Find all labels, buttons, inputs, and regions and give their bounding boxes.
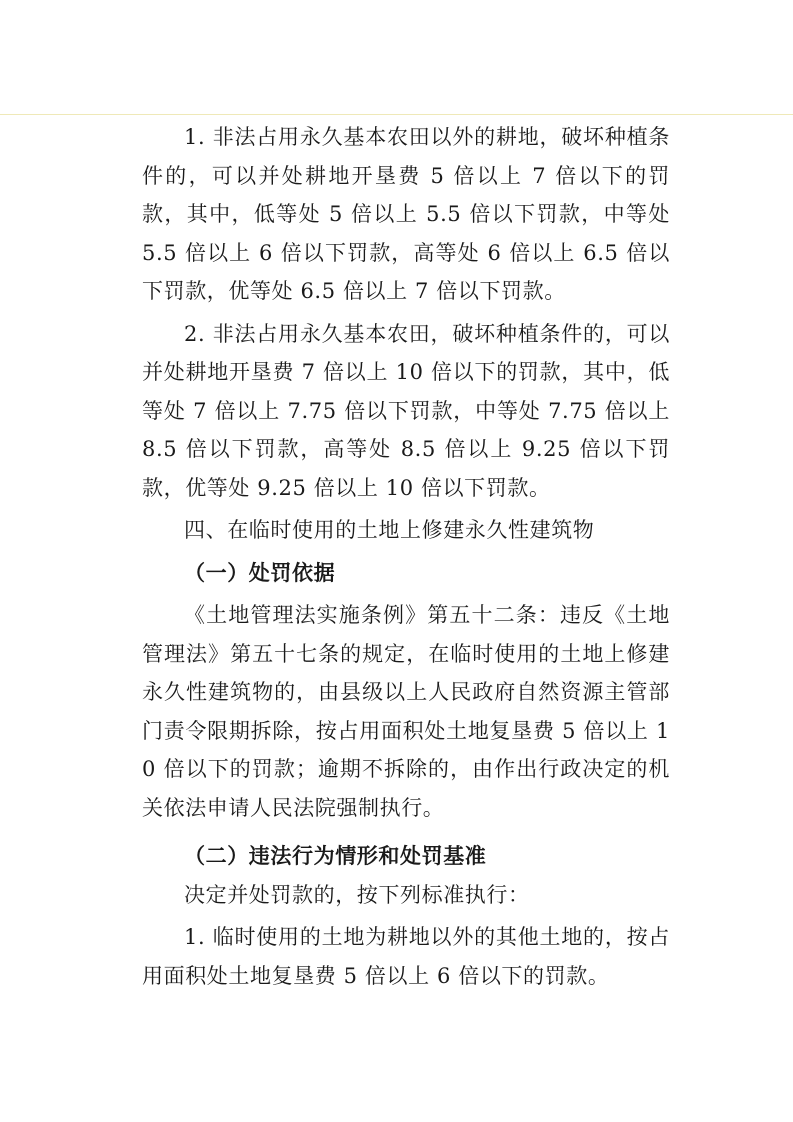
scan-edge-line <box>0 114 793 115</box>
document-page <box>142 118 670 995</box>
paragraph-item-2: 2. 非法占用永久基本农田，破坏种植条件的，可以并处耕地开垦费 7 倍以上 10 倍以下的罚款，其中，低等处 7 倍以上 7.75 倍以下罚款，中等处 7.75 倍以上 8.5 倍以下罚款，高等处 8.5 倍以上 9.25 倍以下罚款，优等处 9.25 倍以上 10 倍以下罚款。 <box>142 321 670 500</box>
paragraph-item-1: 1. 非法占用永久基本农田以外的耕地，破坏种植条件的，可以并处耕地开垦费 5 倍以上 7 倍以下的罚款，其中，低等处 5 倍以上 5.5 倍以下罚款，中等处 5.5 倍以上 6 倍以下罚款，高等处 6 倍以上 6.5 倍以下罚款，优等处 6.5 倍以上 7 倍以下罚款。 <box>142 125 670 303</box>
basis-paragraph: 《土地管理法实施条例》第五十二条：违反《土地管理法》第五十七条的规定，在临时使用的土地上修建永久性建筑物的，由县级以上人民政府自然资源主管部门责令限期拆除，按占用面积处土地复垦费 5 倍以上 10 倍以下的罚款；逾期不拆除的，由作出行政决定的机关依法申请人民法院强制执行。 <box>142 603 670 820</box>
subsection-heading-standards: （二）违法行为情形和处罚基准 <box>184 843 487 868</box>
section-heading: 四、在临时使用的土地上修建永久性建筑物 <box>184 518 595 542</box>
subsection-heading-basis: （一）处罚依据 <box>184 559 336 585</box>
standards-intro: 决定并处罚款的，按下列标准执行： <box>184 882 530 907</box>
standards-item-1: 1. 临时使用的土地为耕地以外的其他土地的，按占用面积处土地复垦费 5 倍以上 6 倍以下的罚款。 <box>142 925 670 988</box>
